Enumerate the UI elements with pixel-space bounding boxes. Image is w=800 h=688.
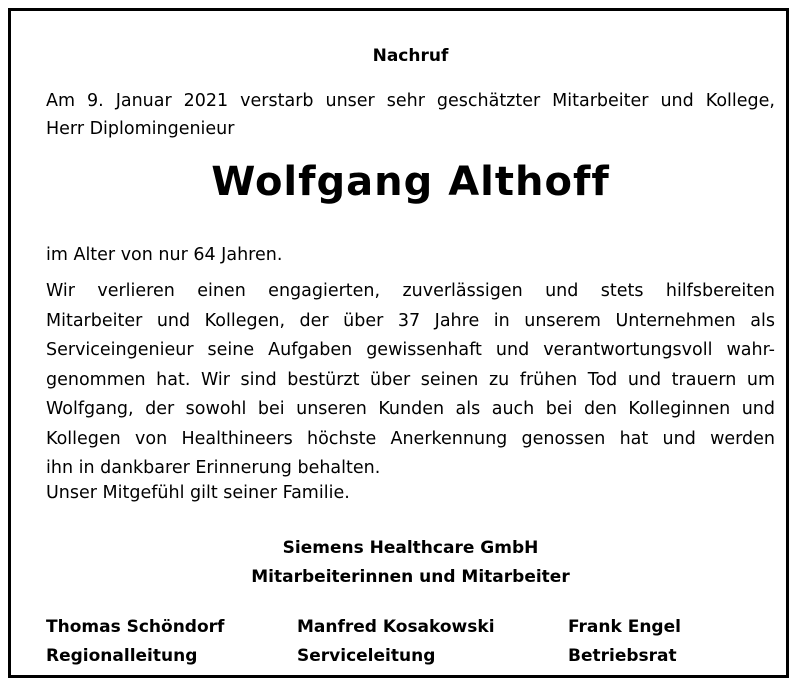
signatory-role: Betriebsrat (568, 646, 677, 666)
organization-block (46, 534, 775, 592)
signatory-name: Frank Engel (568, 617, 681, 637)
body-line: ihn in dankbarer Erinnerung behalten. (46, 458, 381, 478)
intro-line-2: Herr Diplomingenieur (46, 119, 235, 139)
signatory-role: Regionalleitung (46, 646, 198, 666)
signatory-name: Thomas Schöndorf (46, 617, 225, 637)
body-line: Mitarbeiter und Kollegen, der über 37 Jahre in unserem Unternehmen als (46, 310, 775, 331)
obituary-heading: Nachruf (372, 46, 449, 66)
body-line: Wir verlieren einen engagierten, zuverlässigen und stets hilfsbereiten (46, 281, 775, 301)
body-line: Kollegen von Healthineers höchste Anerkennung genossen hat und werden (46, 428, 775, 449)
company-name: Siemens Healthcare GmbH (282, 538, 539, 558)
signatory-3 (568, 613, 681, 671)
deceased-name: Wolfgang Althoff (211, 159, 610, 205)
signatory-role: Serviceleitung (297, 646, 436, 666)
signatory-2 (297, 613, 495, 671)
body-line: Wolfgang, der sowohl bei unseren Kunden als auch bei den Kolleginnen und (46, 399, 775, 419)
intro-text (46, 87, 775, 143)
age-line: im Alter von nur 64 Jahren. (46, 245, 283, 265)
signatory-name: Manfred Kosakowski (297, 617, 495, 637)
intro-line-1: Am 9. Januar 2021 verstarb unser sehr geschätzter Mitarbeiter und Kollege, (46, 91, 775, 111)
body-paragraph (46, 277, 775, 484)
obituary-frame (8, 8, 789, 678)
body-line: genommen hat. Wir sind bestürzt über seinen zu frühen Tod und trauern um (46, 369, 775, 390)
staff-line: Mitarbeiterinnen und Mitarbeiter (251, 567, 570, 587)
signatory-1 (46, 613, 224, 671)
closing-line: Unser Mitgefühl gilt seiner Familie. (46, 483, 350, 503)
body-line: Serviceingenieur seine Aufgaben gewissenhaft und verantwortungsvoll wahr- (46, 340, 775, 360)
